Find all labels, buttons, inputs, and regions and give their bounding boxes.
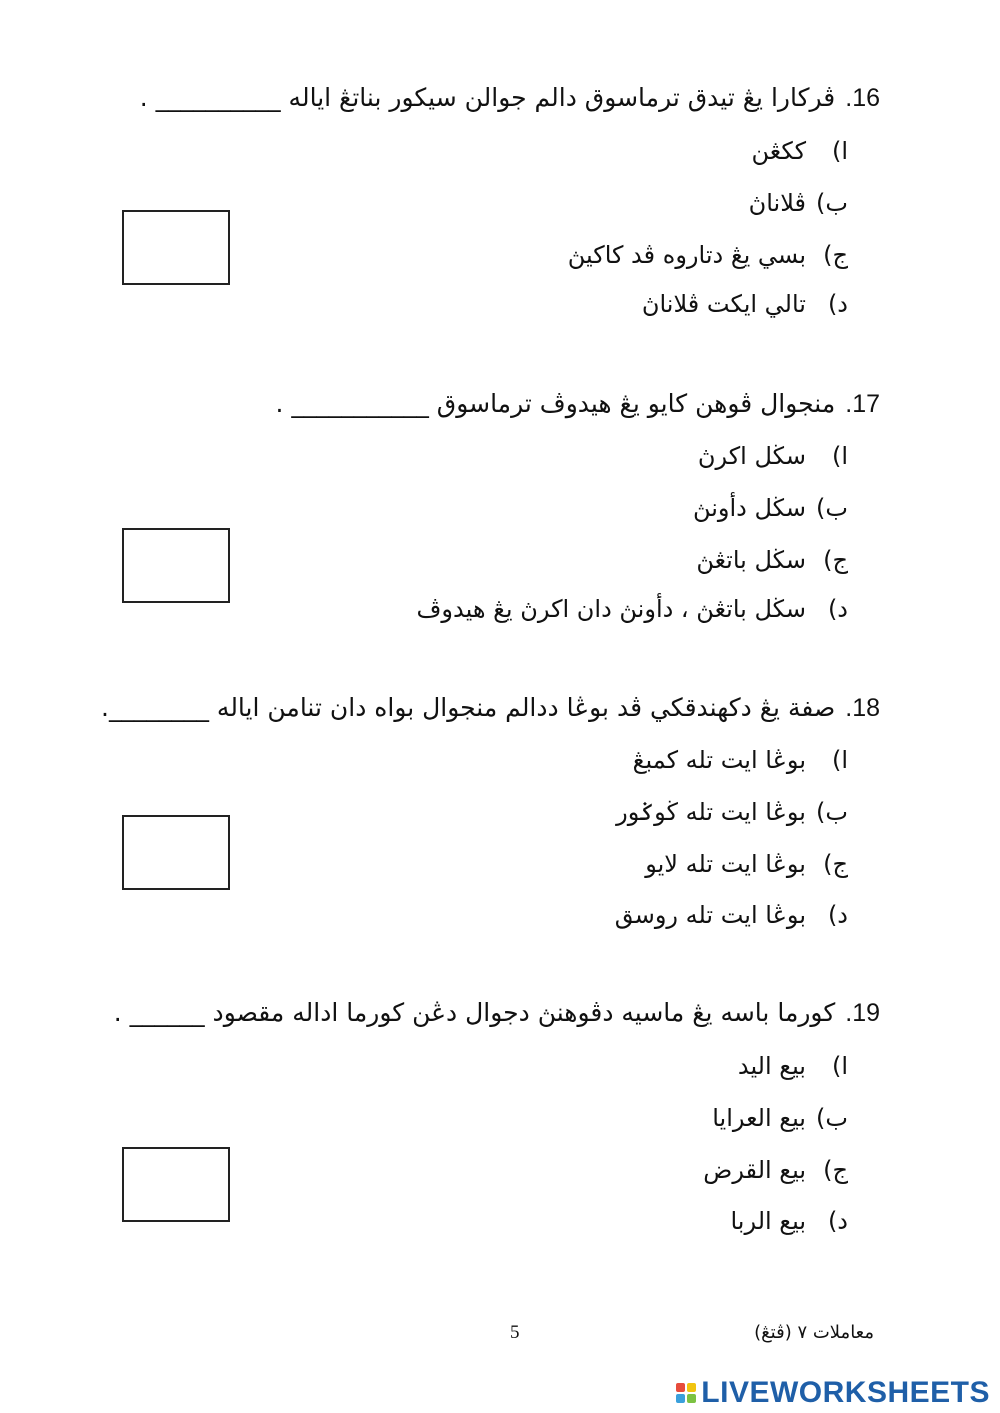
option-text: ككڠن (751, 137, 806, 165)
logo-square-blue (676, 1394, 685, 1403)
option-text: بسي يڠ دتاروه ڤد كاكيڽ (567, 241, 806, 269)
question-17-option-d (417, 591, 848, 627)
option-text: بيع القرض (703, 1156, 806, 1184)
option-letter: ج) (823, 546, 848, 574)
question-18-text: صفة يڠ دكهندقكي ڤد بوڠا ددالم منجوال بواه دان تنامن اياله ________. (101, 693, 836, 722)
question-19-answer-box[interactable] (122, 1147, 230, 1222)
option-letter: ب) (816, 798, 848, 826)
option-text: سڬل باتڠڽ (696, 546, 806, 574)
question-17-option-c (696, 542, 848, 578)
logo-square-yellow (687, 1383, 696, 1392)
question-19-text: كورما باسه يڠ ماسيه دڤوهنڽ دجوال دڠن كورما اداله مقصود ______ . (113, 998, 836, 1027)
logo-square-red (676, 1383, 685, 1392)
option-letter: ب) (816, 494, 848, 522)
question-17-number: 17. (845, 390, 880, 418)
option-text: سڬل باتڠڽ ، دأونڽ دان اكرڽ يڠ هيدوڤ (416, 595, 806, 623)
option-letter: ب) (816, 1104, 848, 1132)
question-19-option-c (703, 1152, 848, 1188)
question-17-stem (275, 386, 880, 422)
question-18-number: 18. (845, 694, 880, 722)
question-19-option-a (738, 1048, 848, 1084)
option-letter: د) (827, 1207, 848, 1235)
option-letter: د) (827, 901, 848, 929)
option-letter: د) (827, 595, 848, 623)
footer-subject: معاملات ٧ (ڤتڠ) (754, 1322, 874, 1343)
brand-name: LIVEWORKSHEETS (701, 1376, 990, 1409)
question-18-answer-box[interactable] (122, 815, 230, 890)
option-text: بيع العرايا (712, 1104, 806, 1132)
option-letter: ب) (816, 189, 848, 217)
question-18-option-a (633, 742, 848, 778)
option-letter: ج) (823, 241, 848, 269)
question-19-stem (114, 995, 880, 1031)
option-text: بيع الربا (730, 1207, 806, 1235)
option-letter: ج) (823, 1156, 848, 1184)
question-17-answer-box[interactable] (122, 528, 230, 603)
question-16-text: ڤركارا يڠ تيدق ترماسوق دالم جوالن سيكور بناتڠ اياله __________ . (139, 83, 836, 112)
question-16-option-d (642, 286, 848, 322)
option-letter: ا) (831, 746, 848, 774)
footer-page-number: 5 (510, 1322, 520, 1343)
option-text: تالي ايكت ڤلاناڽ (641, 290, 806, 318)
question-18-option-b (616, 794, 848, 830)
option-text: سڬل دأونڽ (692, 494, 806, 522)
option-letter: ا) (831, 137, 848, 165)
option-letter: ا) (831, 442, 848, 470)
question-16-option-b (749, 185, 848, 221)
option-text: بوڠا ايت تله ڬوݢور (616, 798, 806, 826)
question-17-option-a (698, 438, 848, 474)
question-17-text: منجوال ڤوهن كايو يڠ هيدوڤ ترماسوق ___________ . (275, 389, 836, 418)
option-text: بيع اليد (737, 1052, 806, 1080)
question-16-number: 16. (845, 84, 880, 112)
question-18-stem (101, 690, 880, 726)
question-16-option-c (568, 237, 848, 273)
option-letter: د) (827, 290, 848, 318)
option-text: بوڠا ايت تله كمبڠ (632, 746, 806, 774)
option-letter: ا) (831, 1052, 848, 1080)
liveworksheets-brand (676, 1378, 990, 1408)
option-text: بوڠا ايت تله لايو (645, 850, 806, 878)
question-19-option-b (712, 1100, 848, 1136)
option-text: ڤلاناڽ (748, 189, 806, 217)
option-text: سڬل اكرڽ (697, 442, 806, 470)
liveworksheets-logo-icon (676, 1383, 696, 1403)
question-16-answer-box[interactable] (122, 210, 230, 285)
question-19-number: 19. (845, 999, 880, 1027)
option-letter: ج) (823, 850, 848, 878)
logo-square-green (687, 1394, 696, 1403)
question-18-option-d (615, 897, 848, 933)
question-19-option-d (730, 1203, 848, 1239)
question-18-option-c (645, 846, 848, 882)
question-16-stem (140, 80, 880, 116)
question-17-option-b (693, 490, 848, 526)
option-text: بوڠا ايت تله روسق (614, 901, 806, 929)
question-16-option-a (751, 133, 848, 169)
